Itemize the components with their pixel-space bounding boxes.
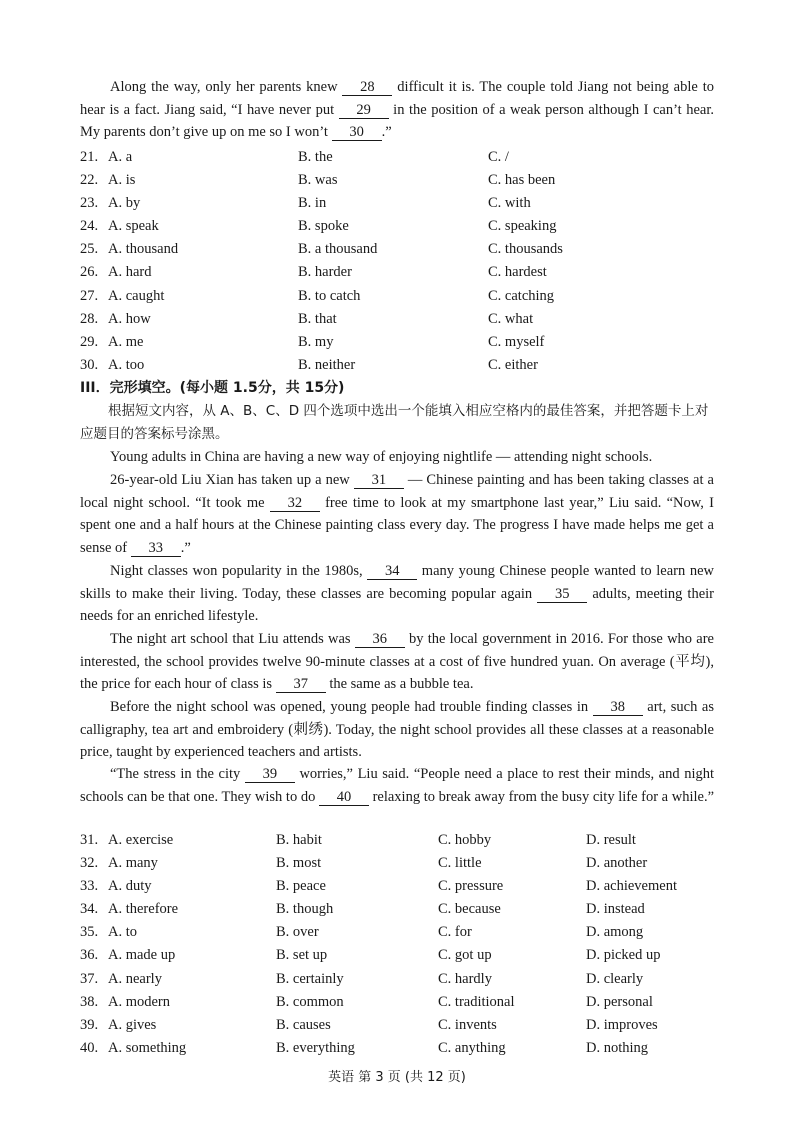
options-31-40 bbox=[80, 829, 720, 1060]
text-run: Along the way, only her parents knew bbox=[110, 79, 343, 95]
option-b: B. most bbox=[276, 855, 322, 872]
option-row bbox=[80, 968, 720, 991]
cloze-paragraph-6 bbox=[80, 763, 714, 808]
option-row bbox=[80, 354, 720, 377]
option-b: B. peace bbox=[276, 878, 326, 895]
option-a: A. speak bbox=[108, 218, 159, 235]
question-number: 37. bbox=[80, 970, 99, 987]
option-a: A. thousand bbox=[108, 241, 179, 258]
blank-28: 28 bbox=[342, 80, 392, 96]
option-c: C. pressure bbox=[438, 878, 504, 895]
option-row bbox=[80, 898, 720, 921]
question-number: 34. bbox=[80, 901, 99, 918]
option-c: C. myself bbox=[488, 333, 545, 350]
option-c: C. with bbox=[488, 195, 531, 212]
option-a: A. duty bbox=[108, 878, 152, 895]
text-run: the same as a bubble tea. bbox=[325, 676, 474, 693]
option-c: C. / bbox=[488, 149, 509, 165]
option-d: D. achievement bbox=[586, 878, 677, 895]
option-row bbox=[80, 238, 720, 261]
option-c: C. for bbox=[438, 924, 472, 941]
blank-39: 39 bbox=[245, 767, 295, 783]
option-row bbox=[80, 285, 720, 308]
question-number: 30. bbox=[80, 356, 99, 373]
option-a: A. nearly bbox=[108, 970, 162, 987]
text-run: “The stress in the city bbox=[110, 766, 245, 782]
option-row bbox=[80, 991, 720, 1014]
option-a: A. hard bbox=[108, 264, 152, 281]
option-a: A. to bbox=[108, 924, 137, 941]
option-d: D. nothing bbox=[586, 1039, 649, 1056]
cloze-paragraph-1: Young adults in China are having a new way of enjoying nightlife — attending night schools. bbox=[110, 449, 653, 465]
text-run: worries,” Liu said. “People need a place to rest their minds, and night schools can be that one. They wish to do bbox=[80, 766, 715, 805]
text-run: .” bbox=[180, 539, 191, 556]
text-run: by the local government in 2016. For those who are interested, the school provides twelve 90-minute classes at a cost of five hundred yuan. On average (平均), the price for each hour of class is bbox=[80, 631, 714, 693]
question-number: 25. bbox=[80, 241, 99, 258]
blank-33: 33 bbox=[131, 541, 181, 557]
option-b: B. certainly bbox=[276, 970, 344, 987]
question-number: 22. bbox=[80, 172, 99, 189]
option-row bbox=[80, 875, 720, 898]
option-b: B. was bbox=[298, 172, 338, 189]
option-d: D. another bbox=[586, 855, 648, 872]
blank-37: 37 bbox=[276, 677, 326, 693]
option-b: B. spoke bbox=[298, 218, 349, 235]
option-c: C. anything bbox=[438, 1039, 506, 1056]
question-number: 39. bbox=[80, 1016, 99, 1033]
text-run: free time to look at my smartphone last year,” Liu said. “Now, I spent one and a half hours at the Chinese painting class every day. The progress I have made helps me get a sense of bbox=[80, 494, 714, 556]
question-number: 33. bbox=[80, 878, 99, 895]
question-number: 36. bbox=[80, 947, 99, 964]
option-a: A. many bbox=[108, 855, 158, 872]
option-d: D. clearly bbox=[586, 970, 644, 987]
option-b: B. harder bbox=[298, 264, 352, 281]
option-c: C. either bbox=[488, 356, 538, 373]
blank-31: 31 bbox=[354, 473, 404, 489]
option-c: C. what bbox=[488, 310, 534, 327]
option-b: B. set up bbox=[276, 947, 328, 964]
question-number: 27. bbox=[80, 287, 99, 304]
blank-35: 35 bbox=[537, 587, 587, 603]
option-row bbox=[80, 215, 720, 238]
option-d: D. personal bbox=[586, 993, 653, 1010]
option-a: A. me bbox=[108, 333, 144, 350]
option-b: B. habit bbox=[276, 832, 322, 848]
option-d: D. among bbox=[586, 924, 644, 941]
option-a: A. is bbox=[108, 172, 136, 189]
text-run: relaxing to break away from the busy city life for a while.” bbox=[368, 788, 715, 805]
option-row bbox=[80, 829, 720, 852]
option-a: A. made up bbox=[108, 947, 176, 964]
option-d: D. picked up bbox=[586, 947, 661, 964]
blank-30: 30 bbox=[332, 125, 382, 141]
option-a: A. a bbox=[108, 149, 133, 165]
question-number: 35. bbox=[80, 924, 99, 941]
option-a: A. therefore bbox=[108, 901, 179, 918]
option-a: A. modern bbox=[108, 993, 171, 1010]
question-number: 21. bbox=[80, 149, 99, 165]
option-row bbox=[80, 852, 720, 875]
option-a: A. how bbox=[108, 310, 151, 327]
blank-34: 34 bbox=[367, 564, 417, 580]
option-b: B. neither bbox=[298, 356, 356, 373]
option-a: A. caught bbox=[108, 287, 165, 304]
text-run: The night art school that Liu attends was bbox=[110, 631, 355, 647]
option-c: C. because bbox=[438, 901, 501, 918]
option-b: B. in bbox=[298, 195, 327, 212]
question-number: 32. bbox=[80, 855, 99, 872]
option-row bbox=[80, 944, 720, 967]
text-run: — Chinese painting and has been taking classes at a local night school. “It took me bbox=[80, 472, 714, 511]
page-footer: 英语 第 3 页 (共 12 页) bbox=[328, 1070, 466, 1085]
options-21-30 bbox=[80, 146, 720, 377]
question-number: 29. bbox=[80, 333, 99, 350]
question-number: 40. bbox=[80, 1039, 99, 1056]
text-run: difficult it is. The couple told Jiang not being able to hear is a fact. Jiang said, “I have never put bbox=[80, 79, 714, 118]
text-run: many young Chinese people wanted to learn new skills to make their living. Today, these classes are becoming popular again bbox=[80, 563, 714, 602]
option-b: B. over bbox=[276, 924, 319, 941]
text-run: Night classes won popularity in the 1980s, bbox=[110, 563, 368, 579]
passage-ending bbox=[80, 76, 714, 144]
question-number: 26. bbox=[80, 264, 99, 281]
option-c: C. catching bbox=[488, 287, 555, 304]
text-run: .” bbox=[381, 124, 392, 141]
option-c: C. little bbox=[438, 855, 482, 872]
blank-38: 38 bbox=[593, 700, 643, 716]
option-c: C. invents bbox=[438, 1016, 497, 1033]
option-c: C. hardly bbox=[438, 970, 492, 987]
blank-29: 29 bbox=[339, 103, 389, 119]
option-c: C. got up bbox=[438, 947, 492, 964]
option-row bbox=[80, 192, 720, 215]
option-c: C. speaking bbox=[488, 218, 557, 235]
option-a: A. gives bbox=[108, 1016, 157, 1033]
cloze-paragraph-3 bbox=[80, 560, 714, 628]
option-a: A. too bbox=[108, 356, 145, 373]
cloze-paragraph-5 bbox=[80, 696, 714, 764]
option-c: C. hobby bbox=[438, 832, 492, 848]
blank-32: 32 bbox=[270, 496, 320, 512]
blank-40: 40 bbox=[319, 790, 369, 806]
question-number: 24. bbox=[80, 218, 99, 235]
option-b: B. the bbox=[298, 149, 333, 165]
option-row bbox=[80, 261, 720, 284]
option-row bbox=[80, 169, 720, 192]
option-a: A. exercise bbox=[108, 832, 174, 848]
section-instruction: 根据短文内容，从 A、B、C、D 四个选项中选出一个能填入相应空格内的最佳答案，并把答题卡上对应题目的答案标号涂黑。 bbox=[80, 403, 709, 442]
option-b: B. though bbox=[276, 901, 334, 918]
option-b: B. causes bbox=[276, 1016, 331, 1033]
option-b: B. that bbox=[298, 310, 337, 327]
text-run: 26-year-old Liu Xian has taken up a new bbox=[110, 472, 354, 488]
option-a: A. something bbox=[108, 1039, 187, 1056]
option-b: B. my bbox=[298, 333, 334, 350]
option-row bbox=[80, 1014, 720, 1037]
option-c: C. has been bbox=[488, 172, 556, 189]
option-row bbox=[80, 921, 720, 944]
option-c: C. hardest bbox=[488, 264, 547, 281]
option-row bbox=[80, 146, 720, 169]
section-heading: III．完形填空。(每小题 1.5分，共 15分) bbox=[80, 380, 345, 396]
option-c: C. thousands bbox=[488, 241, 563, 258]
option-b: B. a thousand bbox=[298, 241, 378, 258]
option-row bbox=[80, 331, 720, 354]
text-run: in the position of a weak person although I can’t hear. My parents don’t give up on me so I won’t bbox=[80, 101, 714, 141]
question-number: 23. bbox=[80, 195, 99, 212]
option-d: D. result bbox=[586, 832, 636, 848]
question-number: 38. bbox=[80, 993, 99, 1010]
option-b: B. common bbox=[276, 993, 344, 1010]
text-run: adults, meeting their needs for an enriched lifestyle. bbox=[80, 585, 714, 625]
option-b: B. to catch bbox=[298, 287, 361, 304]
cloze-paragraph-2 bbox=[80, 469, 714, 559]
option-b: B. everything bbox=[276, 1039, 355, 1056]
option-d: D. improves bbox=[586, 1016, 658, 1033]
option-a: A. by bbox=[108, 195, 141, 212]
cloze-paragraph-4 bbox=[80, 628, 714, 696]
blank-36: 36 bbox=[355, 632, 405, 648]
question-number: 31. bbox=[80, 832, 99, 848]
option-d: D. instead bbox=[586, 901, 645, 918]
question-number: 28. bbox=[80, 310, 99, 327]
option-row bbox=[80, 308, 720, 331]
text-run: art, such as calligraphy, tea art and embroidery (刺绣). Today, the night school provides all these classes at a reasonable price, taught by experienced teachers and artists. bbox=[80, 699, 715, 761]
option-row bbox=[80, 1037, 720, 1060]
option-c: C. traditional bbox=[438, 993, 515, 1010]
text-run: Before the night school was opened, young people had trouble finding classes in bbox=[110, 699, 593, 715]
